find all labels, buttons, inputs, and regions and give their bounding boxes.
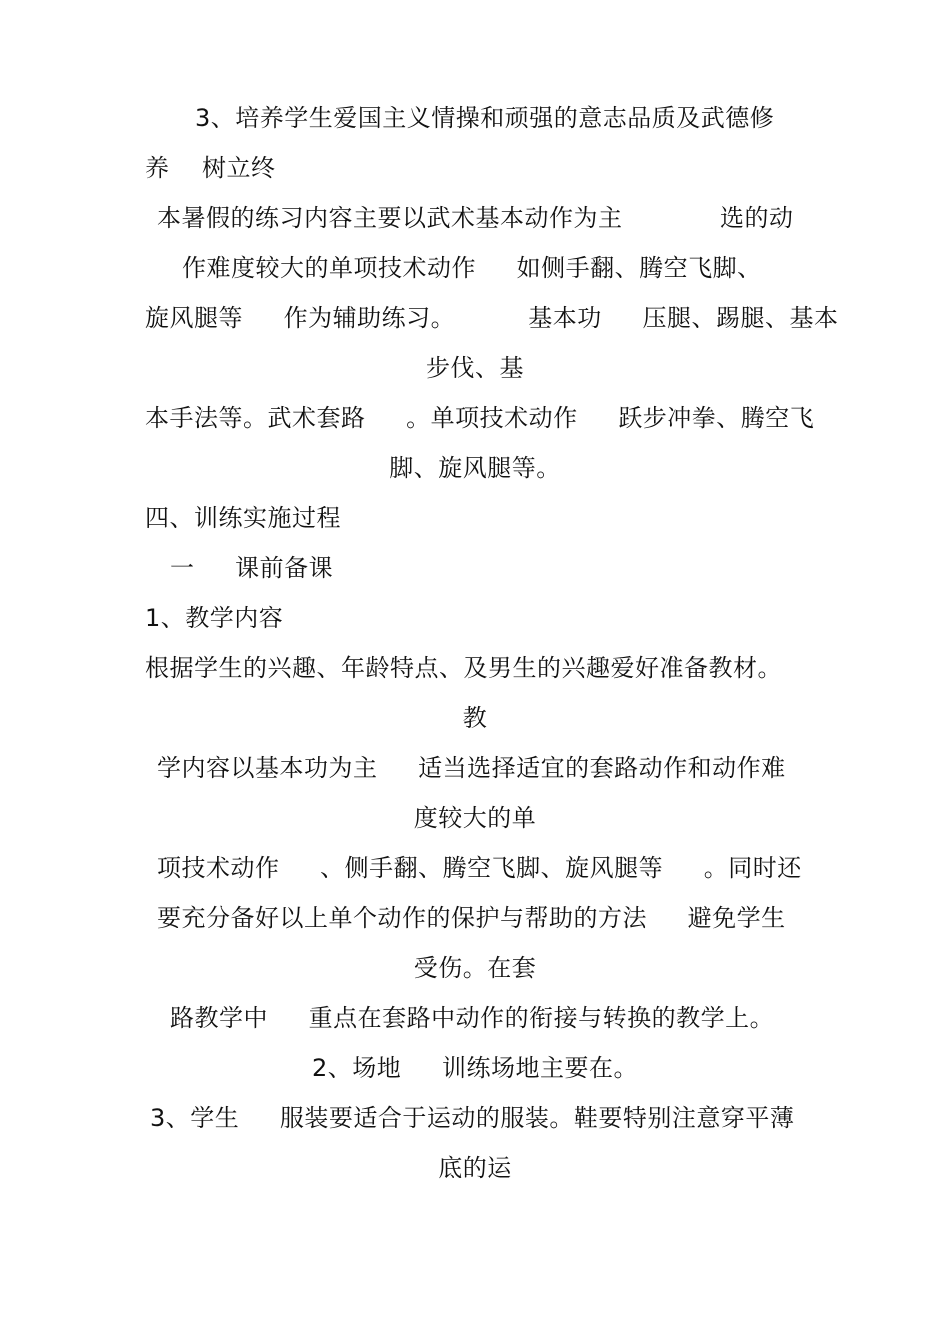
item-heading: 2、场地 训练场地主要在。 [312, 1054, 638, 1082]
section-heading: 四、训练实施过程 [145, 504, 341, 532]
item-heading: 3、学生 服装要适合于运动的服装。鞋要特别注意穿平薄 [150, 1104, 795, 1132]
text-line: 本手法等。武术套路 。单项技术动作 跃步冲拳、腾空飞 [145, 404, 815, 432]
text-line: 项技术动作 、侧手翻、腾空飞脚、旋风腿等 。同时还 [157, 854, 802, 882]
subsection-heading: 一 课前备课 [170, 554, 334, 582]
text-line: 教 [462, 704, 488, 732]
text-line: 脚、旋风腿等。 [389, 454, 561, 482]
text-line: 作难度较大的单项技术动作 如侧手翻、腾空飞脚、 [182, 254, 762, 282]
text-line: 度较大的单 [413, 804, 537, 832]
text-line: 学内容以基本功为主 适当选择适宜的套路动作和动作难 [157, 754, 786, 782]
text-line: 本暑假的练习内容主要以武术基本动作为主 选的动 [157, 204, 794, 232]
text-line: 步伐、基 [426, 354, 524, 382]
text-line: 路教学中 重点在套路中动作的衔接与转换的教学上。 [170, 1004, 775, 1032]
text-line: 养 树立终 [145, 154, 276, 182]
item-heading: 1、教学内容 [145, 604, 284, 632]
text-line: 要充分备好以上单个动作的保护与帮助的方法 避免学生 [157, 904, 786, 932]
text-line: 根据学生的兴趣、年龄特点、及男生的兴趣爱好准备教材。 [145, 654, 782, 682]
text-line: 底的运 [438, 1154, 512, 1182]
text-line: 受伤。在套 [413, 954, 537, 982]
text-line: 旋风腿等 作为辅助练习。 基本功 压腿、踢腿、基本 [145, 304, 839, 332]
text-line: 3、培养学生爱国主义情操和顽强的意志品质及武德修 [195, 104, 775, 132]
